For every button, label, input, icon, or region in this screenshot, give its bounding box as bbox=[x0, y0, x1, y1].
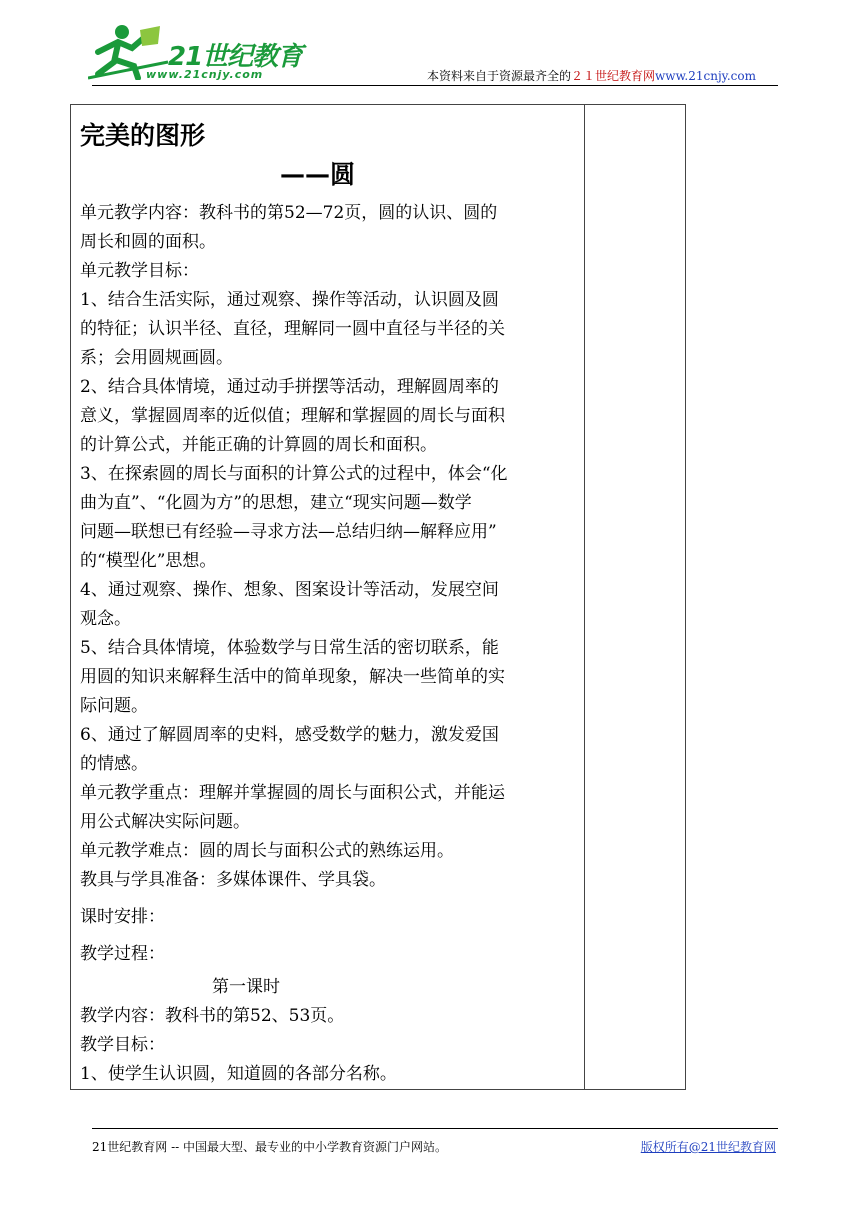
text-line: 单元教学难点：圆的周长与面积公式的熟练运用。 bbox=[80, 841, 454, 861]
text-line: 问题—联想已有经验—寻求方法—总结归纳—解释应用” bbox=[80, 522, 497, 542]
text-line: 用公式解决实际问题。 bbox=[80, 812, 250, 832]
text-line: 曲为直”、“化圆为方”的思想，建立“现实问题—数学 bbox=[80, 493, 472, 513]
text-line: 单元教学重点：理解并掌握圆的周长与面积公式，并能运 bbox=[80, 783, 505, 803]
process-label: 教学过程： bbox=[80, 944, 165, 964]
text-line: 6、通过了解圆周率的史料，感受数学的魅力，激发爱国 bbox=[80, 725, 499, 745]
header-source-note bbox=[427, 67, 756, 84]
footer-divider bbox=[92, 1128, 778, 1129]
logo-url-text: www.21cnjy.com bbox=[146, 68, 264, 81]
header-note-brand: ２１世纪教育网 bbox=[571, 69, 656, 83]
document-content bbox=[80, 117, 580, 1089]
page-header bbox=[0, 0, 860, 90]
lesson-goal-item: 1、使学生认识圆，知道圆的各部分名称。 bbox=[80, 1064, 397, 1084]
text-line: 单元教学内容：教科书的第52—72页，圆的认识、圆的 bbox=[80, 203, 498, 223]
text-line: 单元教学目标： bbox=[80, 261, 199, 281]
text-line: 4、通过观察、操作、想象、图案设计等活动，发展空间 bbox=[80, 580, 499, 600]
text-line: 5、结合具体情境，体验数学与日常生活的密切联系，能 bbox=[80, 638, 499, 658]
text-line: 的“模型化”思想。 bbox=[80, 551, 217, 571]
text-line: 3、在探索圆的周长与面积的计算公式的过程中，体会“化 bbox=[80, 464, 508, 484]
column-divider bbox=[584, 105, 585, 1089]
text-line: 教具与学具准备：多媒体课件、学具袋。 bbox=[80, 870, 386, 890]
footer-copyright-link[interactable]: 版权所有@21世纪教育网 bbox=[640, 1140, 776, 1154]
text-line: 1、结合生活实际，通过观察、操作等活动，认识圆及圆 bbox=[80, 290, 499, 310]
unit-text-block bbox=[80, 199, 580, 895]
lesson-goal-label: 教学目标： bbox=[80, 1035, 165, 1055]
schedule-label: 课时安排： bbox=[80, 907, 165, 927]
header-note-prefix: 本资料来自于资源最齐全的 bbox=[427, 69, 572, 83]
lesson-content: 教学内容：教科书的第52、53页。 bbox=[80, 1006, 345, 1026]
text-line: 的特征；认识半径、直径，理解同一圆中直径与半径的关 bbox=[80, 319, 505, 339]
text-line: 用圆的知识来解释生活中的简单现象，解决一些简单的实 bbox=[80, 667, 505, 687]
footer-description: 21世纪教育网 -- 中国最大型、最专业的中小学教育资源门户网站。 bbox=[92, 1140, 448, 1154]
header-note-url[interactable]: www.21cnjy.com bbox=[655, 69, 756, 83]
text-line: 系；会用圆规画圆。 bbox=[80, 348, 233, 368]
lesson-heading: 第一课时 bbox=[212, 977, 280, 997]
text-line: 意义，掌握圆周率的近似值；理解和掌握圆的周长与面积 bbox=[80, 406, 505, 426]
document-subtitle: ——圆 bbox=[280, 160, 356, 189]
text-line: 周长和圆的面积。 bbox=[80, 232, 216, 252]
logo-brand-text: 21世纪教育 bbox=[168, 42, 303, 72]
header-divider bbox=[92, 85, 778, 86]
text-line: 观念。 bbox=[80, 609, 131, 629]
document-table bbox=[70, 104, 686, 1090]
text-line: 的情感。 bbox=[80, 754, 148, 774]
text-line: 际问题。 bbox=[80, 696, 148, 716]
document-title: 完美的图形 bbox=[80, 121, 206, 150]
text-line: 2、结合具体情境，通过动手拼摆等活动，理解圆周率的 bbox=[80, 377, 499, 397]
text-line: 的计算公式，并能正确的计算圆的周长和面积。 bbox=[80, 435, 437, 455]
